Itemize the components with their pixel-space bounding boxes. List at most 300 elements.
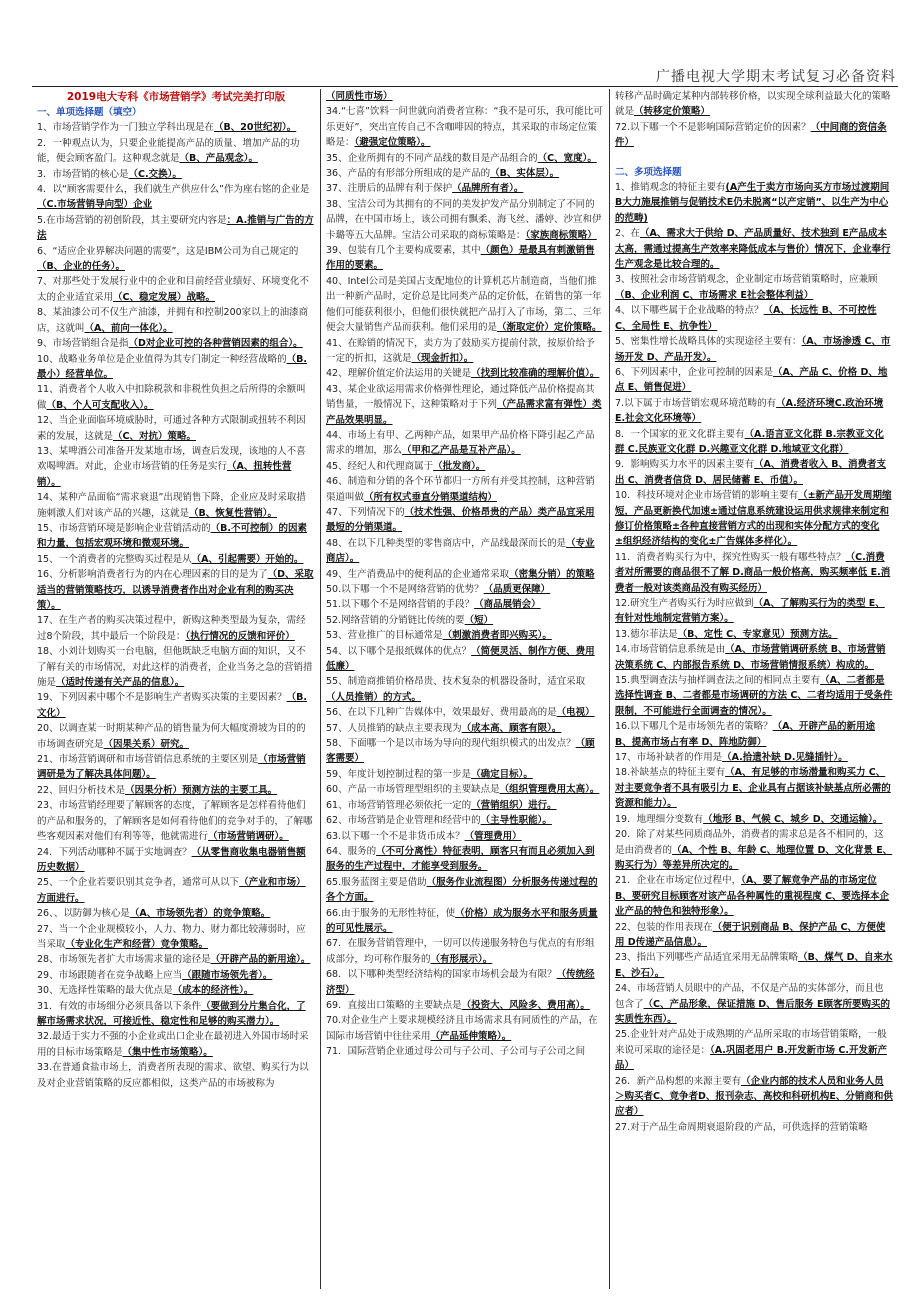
question-text: 6、“适应企业界解决问题的需要”，这是IBM公司为自己规定的 bbox=[37, 245, 299, 257]
answer-text: （要做到分片集合化，了解市场需求状况，可接近性、稳定性和足够的购买潜力）。 bbox=[37, 1000, 306, 1027]
answer-text: （颜色）是最具有刺激销售作用的要素。 bbox=[326, 245, 595, 272]
question-text: 38、宝洁公司为其拥有的不同的美发护发产品分别制定了不同的品牌，在中国市场上，该公司拥有飘柔、海飞丝、潘婷、沙宣和伊卡璐等五大品牌。宝洁公司采取的商标策略是： bbox=[326, 198, 602, 241]
question-text: 22、包装的作用表现在 bbox=[615, 921, 713, 933]
question-text: 转移产品时确定某种内部转移价格，以实现全球利益最大化的策略就是 bbox=[615, 91, 891, 118]
section-heading-single-choice: 一、单项选择题（填空） bbox=[37, 107, 142, 118]
question-item bbox=[37, 906, 315, 921]
answer-text: （A、个性 B、年龄 C、地理位置 D、文化背景 E、购买行为）等差异所决定的。 bbox=[615, 844, 893, 871]
question-text: 25、一个企业若要识别其竞争者，通常可从以下 bbox=[37, 877, 240, 889]
answer-text: （A、需求大于供给 D、产品质量好、技术独到 E产品成本太高，需通过提高生产效率来降低成本与售价）情况下，企业奉行生产观念是比较合理的。 bbox=[615, 228, 891, 271]
answer-text: （市场营销调研是为了解决具体问题）。 bbox=[37, 754, 306, 781]
question-item bbox=[326, 936, 604, 967]
question-text: 30、无选择性策略的最大优点是 bbox=[37, 985, 173, 997]
question-item bbox=[615, 1027, 893, 1073]
question-item bbox=[326, 336, 604, 367]
answer-text: （刺激消费者即兴购买）。 bbox=[442, 630, 552, 642]
question-text: 7.以下属于市场营销宏观环境范畴的有 bbox=[615, 397, 777, 409]
answer-text: （营销组织）进行。 bbox=[471, 799, 557, 811]
question-item bbox=[37, 136, 315, 167]
question-item bbox=[37, 845, 315, 876]
answer-text: （A、市场渗透 C、市场开发 D、产品开发）。 bbox=[615, 336, 891, 363]
question-item bbox=[615, 873, 893, 919]
question-item bbox=[326, 644, 604, 675]
question-item bbox=[37, 521, 315, 552]
answer-text: （开辟产品的新用途）。 bbox=[210, 954, 311, 966]
answer-text: （A、市场营销调研系统 B、市场营销决策系统 C、内部报告系统 D、市场营销情报系统）构成的。 bbox=[615, 644, 886, 671]
question-text: 11、消费者个人收入中扣除税款和非税性负担之后所得的余额叫做 bbox=[37, 384, 306, 411]
question-item bbox=[615, 272, 893, 303]
question-item bbox=[37, 721, 315, 752]
answer-text: （C、宽度）。 bbox=[537, 152, 597, 164]
question-item bbox=[326, 505, 604, 536]
question-item bbox=[326, 767, 604, 782]
answer-text: （从零售商收集电器销售额历史数据） bbox=[37, 846, 306, 873]
question-list bbox=[615, 180, 893, 1135]
question-text: 33.在普通食盐市场上，消费者所表现的需求、欲望、购买行为以及对企业营销策略的反应都相似，这类产品的市场被称为 bbox=[37, 1062, 309, 1089]
question-item bbox=[326, 705, 604, 720]
question-text: 16、分析影响消费者行为的内在心理因素的目的是为了 bbox=[37, 569, 268, 581]
answer-text: （集中性市场策略）。 bbox=[122, 1046, 213, 1058]
question-item bbox=[326, 1013, 604, 1044]
question-item bbox=[326, 813, 604, 828]
question-text: 15、一个消费者的完整购买过程是从 bbox=[37, 553, 192, 565]
answer-text: （渐取定价）定价策略。 bbox=[497, 322, 602, 334]
question-text: 44、市场上有甲、乙两种产品，如果甲产品价格下降引起乙产品需求的增加，那么 bbox=[326, 429, 595, 457]
answer-text: （A、产品 C、价格 D、地点 E、销售促进） bbox=[615, 366, 888, 394]
question-item bbox=[37, 798, 315, 844]
question-item bbox=[37, 167, 315, 182]
answer-text: （C.交换）。 bbox=[128, 168, 182, 180]
question-text: 23、市场营销经理要了解顾客的态度，了解顾客是怎样看待他们的产品和服务的，了解顾客是如何看待他们的竞争对手的，了解哪些客观因素对他们有利等等，他就需进行 bbox=[37, 800, 313, 843]
question-item bbox=[326, 967, 604, 998]
answer-text: （A、了解购买行为的类型 E、有针对性地制定营销方案）。 bbox=[615, 598, 885, 625]
answer-text: （地形 B、气候 C、城乡 D、交通运输）。 bbox=[703, 813, 883, 825]
question-item bbox=[326, 567, 604, 582]
question-item bbox=[326, 844, 604, 875]
question-item bbox=[326, 736, 604, 767]
question-item bbox=[615, 627, 893, 642]
column-2 bbox=[320, 89, 609, 1289]
question-text: 24、市场营销人员眼中的产品，不仅是产品的实体部分，而且也包含了 bbox=[615, 983, 884, 1010]
question-text: 16.以下哪几个是市场领先者的策略？ bbox=[615, 721, 773, 733]
answer-text: （B.最小）经营单位。 bbox=[37, 353, 307, 380]
question-text: 13、某啤酒公司准备开发某地市场，调查后发现，该地的人不喜欢喝啤酒。对此，企业市场营销的任务是实行 bbox=[37, 445, 306, 473]
answer-text: （品质更保障） bbox=[483, 584, 551, 595]
question-text: 67．在服务营销管理中，一切可以传递服务特色与优点的有形组成部分，均可称作服务的 bbox=[326, 938, 595, 965]
answer-text: （避强定位策略）。 bbox=[354, 137, 431, 149]
question-text: 36、产品的有形部分所组成的是产品的 bbox=[326, 168, 491, 180]
answer-text: （价格）成为服务水平和服务质量的可见性展示。 bbox=[326, 907, 598, 934]
answer-text: （品牌所有者）。 bbox=[452, 183, 524, 195]
question-text: 43、某企业欲运用需求价格弹性理论，通过降低产品价格提高其销售量，一般情况下，这种策略对于下列 bbox=[326, 383, 595, 411]
question-item bbox=[326, 998, 604, 1013]
answer-text: （投资大、风险多、费用高）。 bbox=[461, 999, 590, 1011]
question-item bbox=[326, 151, 604, 166]
answer-text: （短） bbox=[464, 614, 494, 626]
answer-text: （A、长远性 B、不可控性 C、全局性 E、抗争性） bbox=[615, 305, 877, 332]
question-item bbox=[615, 981, 893, 1027]
answer-text: （C、对抗）策略。 bbox=[113, 430, 196, 442]
question-list bbox=[615, 89, 893, 151]
answer-text: （A.巩固老用户 B.开发新市场 C.开发新产品） bbox=[615, 1044, 887, 1072]
answer-text: （便于识别商品 B、保护产品 C、方便使用 D传递产品信息）。 bbox=[615, 921, 886, 948]
question-text: 59、年度计划控制过程的第一步是 bbox=[326, 768, 472, 780]
question-text: 26、、以防御为核心是 bbox=[37, 908, 130, 920]
answer-text: （产品延伸策略）。 bbox=[430, 1030, 512, 1042]
question-item bbox=[615, 1074, 893, 1120]
question-item bbox=[615, 550, 893, 596]
question-item bbox=[326, 597, 604, 612]
question-item bbox=[326, 474, 604, 505]
question-text: 61、市场营销管理必须依托一定的 bbox=[326, 799, 472, 811]
answer-text: （B.不可控制）的因素和力量，包括宏观环境和微观环境。 bbox=[37, 522, 307, 550]
question-item bbox=[615, 642, 893, 673]
answer-text: （A、有足够的市场潜量和购买力 C、对主要竞争者不具有吸引力 E、企业具有占据该补缺基点所必需的资源和能力）。 bbox=[615, 767, 891, 810]
question-text: 17、市场补缺者的作用是 bbox=[615, 752, 723, 764]
answer-text: （B、企业的任务）。 bbox=[37, 261, 125, 273]
answer-text: （中间商的资信条件） bbox=[615, 121, 887, 149]
question-item bbox=[326, 875, 604, 906]
answer-text: （A.语言亚文化群 B.宗教亚文化群 C.民族亚文化群 D.兴趣亚文化群 D.地域亚文化群） bbox=[615, 428, 884, 455]
question-item bbox=[37, 752, 315, 783]
question-text: 19、下列因素中哪个不是影响生产者购买决策的主要因素？ bbox=[37, 692, 287, 704]
question-text: 45、经纪人和代理商属于 bbox=[326, 460, 434, 472]
question-text: 65.服务蓝图主要是借助 bbox=[326, 876, 427, 888]
answer-text: （成本高、顾客有限）。 bbox=[461, 722, 562, 734]
question-text: 6、下列因素中，企业可控制的因素是 bbox=[615, 366, 774, 378]
answer-text: （B、产品观念）。 bbox=[179, 153, 259, 165]
answer-text: （主导性职能）。 bbox=[480, 815, 552, 827]
question-text: 13.德尔菲法是 bbox=[615, 628, 678, 640]
question-item bbox=[37, 336, 315, 351]
answer-text: （电视） bbox=[556, 707, 595, 719]
page-header: 广播电视大学期末考试复习必备资料 bbox=[656, 69, 896, 85]
column-3 bbox=[609, 89, 898, 1289]
question-item bbox=[326, 674, 604, 705]
question-text: 55、制造商推销价格昂贵、技术复杂的机器设备时，适宜采取 bbox=[326, 676, 586, 688]
question-text: 19．地理细分变数有 bbox=[615, 813, 704, 825]
question-text: 4、以下哪些属于企业战略的特点？ bbox=[615, 305, 764, 317]
question-item bbox=[615, 488, 893, 550]
question-item bbox=[615, 303, 893, 334]
question-text: 26．新产品构想的来源主要有 bbox=[615, 1075, 742, 1087]
column-1 bbox=[32, 89, 320, 1289]
question-item bbox=[326, 1044, 604, 1059]
question-item bbox=[615, 750, 893, 765]
question-text: 17、在生产者的购买决策过程中，新购这种类型最为复杂，需经过8个阶段，其中最后一个阶段是： bbox=[37, 615, 306, 642]
question-item bbox=[326, 613, 604, 628]
answer-text: （执行情况的反馈和评价） bbox=[185, 630, 295, 642]
question-text: 20．除了对某些同质商品外，消费者的需求总是各不相同的，这是由消费者的 bbox=[615, 829, 884, 856]
question-item bbox=[326, 459, 604, 474]
question-item bbox=[326, 536, 604, 567]
question-item bbox=[326, 721, 604, 736]
question-text: 3、按照社会市场营销观念，企业制定市场营销策略时，应兼顾 bbox=[615, 274, 878, 286]
question-text: 8、某油漆公司不仅生产油漆，并拥有和控制200家以上的油漆商店，这就叫 bbox=[37, 307, 309, 334]
question-item bbox=[37, 922, 315, 953]
question-text: 11．消费者购买行为中，探究性购买一般有哪些特点？ bbox=[615, 551, 846, 563]
question-text: 48、在以下几种类型的零售商店中，产品线最深而长的是 bbox=[326, 537, 567, 549]
question-item bbox=[615, 226, 893, 272]
answer-text: （同质性市场） bbox=[326, 91, 393, 102]
question-text: 51.以下哪个不是网络营销的手段？ bbox=[326, 599, 475, 611]
answer-text: （A、前向一体化）。 bbox=[84, 322, 173, 334]
answer-text: （商品展销会） bbox=[474, 599, 541, 611]
question-list bbox=[326, 89, 604, 1060]
answer-text: （B、个人可支配收入）。 bbox=[46, 399, 154, 411]
question-text: 15、市场营销环境是影响企业营销活动的 bbox=[37, 522, 211, 534]
question-text: 10．科技环境对企业市场营销的影响主要有 bbox=[615, 490, 799, 502]
question-text: 70.对企业生产上要求规模经济且市场需求具有同质性的产品，在国际市场营销中往往采用 bbox=[326, 1015, 598, 1042]
question-list bbox=[37, 120, 315, 1091]
answer-text: （A、开辟产品的新用途 B、提高市场占有率 D、阵地防御） bbox=[615, 721, 875, 748]
question-item bbox=[37, 999, 315, 1030]
question-text: 24．下列活动哪种不属于实地调查？ bbox=[37, 846, 192, 858]
answer-text: （B、煤气 D、自来水 E、沙石）。 bbox=[615, 952, 893, 979]
answer-text: （管理费用） bbox=[464, 830, 522, 842]
question-item bbox=[37, 690, 315, 721]
question-text: 64、服务的 bbox=[326, 845, 377, 857]
question-item bbox=[37, 983, 315, 998]
question-item bbox=[37, 182, 315, 213]
question-text: 1、推销观念的特征主要有 bbox=[615, 182, 726, 194]
answer-text: （因果关系）研究。 bbox=[103, 738, 190, 750]
question-item bbox=[326, 382, 604, 428]
question-text: 58、下面哪一个是以市场为导向的现代组织模式的出发点？ bbox=[326, 738, 576, 750]
question-text: 27.对于产品生命周期衰退阶段的产品，可供选择的营销策略 bbox=[615, 1121, 868, 1133]
question-text: 53、营业推广的目标通常是 bbox=[326, 630, 443, 642]
answer-text: （专业商店）。 bbox=[326, 537, 595, 565]
question-text: 54、以下哪个是报纸媒体的优点？ bbox=[326, 645, 472, 657]
question-text: 28、市场领先者扩大市场需求量的途径是 bbox=[37, 954, 211, 966]
question-text: 2、在 bbox=[615, 228, 641, 240]
answer-text: （顾客需要） bbox=[326, 738, 595, 765]
question-item bbox=[326, 782, 604, 797]
answer-text: （甲和乙产品是互补产品）。 bbox=[402, 445, 521, 457]
answer-text: （B、恢复性营销）。 bbox=[189, 507, 278, 519]
answer-text: （B、实体层）。 bbox=[490, 168, 560, 180]
question-item bbox=[326, 274, 604, 336]
question-item bbox=[37, 552, 315, 567]
question-item bbox=[326, 366, 604, 381]
answer-text: （因果分析）预测方法的主要工具。 bbox=[125, 784, 278, 796]
question-text: 18、小刘计划购买一台电脑，但他既缺乏电脑方面的知识，又不了解有关的市场情况，对此这样的消费者，企业当务之急的营销措施是 bbox=[37, 646, 313, 689]
question-text: 46、制造和分销的各个环节都归一方所有并受其控制，这种营销渠道叫做 bbox=[326, 476, 595, 503]
header-divider bbox=[32, 86, 898, 87]
question-item bbox=[615, 719, 893, 750]
question-item bbox=[37, 274, 315, 305]
answer-text: （现金折扣）。 bbox=[411, 352, 474, 364]
question-item bbox=[37, 968, 315, 983]
question-item bbox=[615, 365, 893, 396]
answer-text: （C.消费者对所需要的商品很不了解 D.商品一般价格高，购买频率低 E.消费者一般对该类商品没有购买经历） bbox=[615, 551, 891, 594]
answer-text: （B、20世纪初）。 bbox=[214, 122, 297, 134]
question-text: 72.以下哪一个不是影响国际营销定价的因素？ bbox=[615, 121, 811, 133]
question-item bbox=[326, 906, 604, 937]
question-item bbox=[615, 427, 893, 458]
question-item bbox=[37, 1060, 315, 1091]
answer-text: （密集分销）的策略 bbox=[509, 568, 595, 580]
answer-text: （确定目标）。 bbox=[471, 768, 533, 780]
answer-text: （有形展示）。 bbox=[430, 953, 493, 965]
question-text: 68．以下哪种类型经济结构的国家市场机会最为有限？ bbox=[326, 969, 557, 981]
question-text: 14、某种产品面临“需求衰退”出现销售下降，企业应及时采取措施刺激人们对该产品的兴趣，这就是 bbox=[37, 492, 306, 519]
question-text: 2．一种观点认为，只要企业能提高产品的质量、增加产品的功能，便会顾客盈门。这种观念就是 bbox=[37, 137, 300, 165]
question-item bbox=[37, 490, 315, 521]
question-item bbox=[615, 120, 893, 151]
answer-text: （简便灵活、制作方便、费用低廉） bbox=[326, 645, 595, 673]
answer-text: （找到比较准确的理解价值）。 bbox=[471, 368, 600, 380]
question-text: 1、市场营销学作为一门独立学科出现是在 bbox=[37, 122, 215, 134]
question-text: 5、密集性增长战略具体的实现途径主要有： bbox=[615, 336, 802, 348]
answer-text: （成本的经济性）。 bbox=[172, 985, 254, 997]
question-text: 29、市场跟随者在竞争战略上应当 bbox=[37, 969, 183, 981]
question-item bbox=[615, 1120, 893, 1135]
question-item bbox=[37, 952, 315, 967]
question-text: 4．以“顾客需要什么，我们就生产供应什么”作为座右铭的企业是 bbox=[37, 184, 310, 196]
answer-text: （组织管理费用太高）。 bbox=[499, 784, 600, 796]
question-item bbox=[615, 89, 893, 120]
question-item bbox=[37, 875, 315, 906]
question-text: 60、产品一市场管理型组织的主要缺点是 bbox=[326, 784, 500, 796]
question-text: 39、包装有几个主要构成要素，其中 bbox=[326, 245, 481, 257]
question-text: 8．一个国家的亚文化群主要有 bbox=[615, 428, 745, 440]
question-text: 47、下列情况下的 bbox=[326, 506, 405, 518]
question-item bbox=[615, 396, 893, 427]
answer-text: （C、稳定发展）战略。 bbox=[113, 291, 215, 303]
answer-text: （B、企业利润 C、市场需求 E社会整体利益） bbox=[615, 289, 814, 301]
answer-text: （A、扭转性营销）。 bbox=[37, 461, 292, 488]
document-title: 2019电大专科《市场营销学》考试完美打印版 bbox=[66, 91, 286, 103]
question-text: 7、对那些处于发展行业中的企业和目前经营业绩好、环境变化不太的企业适宜采用 bbox=[37, 276, 310, 303]
question-item bbox=[615, 765, 893, 811]
section-heading-multi-choice: 二、多项选择题 bbox=[615, 166, 682, 178]
question-text: 69．直接出口策略的主要缺点是 bbox=[326, 999, 462, 1011]
question-item bbox=[326, 104, 604, 150]
answer-text: （B.文化） bbox=[37, 692, 307, 719]
question-item bbox=[37, 382, 315, 413]
answer-text: （服务作业流程图）分析服务传递过程的各个方面。 bbox=[326, 876, 598, 904]
answer-text: （±新产品开发周期缩短，产品更新换代加速±通过信息系统建设运用供求规律来制定和修订价格策略±各种直接营销方式的出现和实体分配方式的变化±组织经济结构的变化±广告媒体多样化）。 bbox=[615, 490, 892, 548]
question-item bbox=[326, 181, 604, 196]
question-item bbox=[37, 613, 315, 644]
question-text: 18.补缺基点的特征主要有 bbox=[615, 767, 726, 779]
question-text: 27、当一个企业规模较小，人力、物力、财力都比较薄弱时，应当采取 bbox=[37, 923, 306, 950]
answer-text: （产业和市场）方面进行。 bbox=[37, 877, 306, 904]
question-text: 63.以下哪一个不是非货币成本？ bbox=[326, 830, 465, 842]
question-text: 14.市场营销信息系统是由 bbox=[615, 644, 726, 656]
answer-text: （技术性强、价格昂贵的产品）类产品宜采用最短的分销渠道。 bbox=[326, 506, 595, 534]
question-item bbox=[326, 197, 604, 243]
answer-text: （A.经济环境C.政治环境E.社会文化环境等） bbox=[615, 397, 884, 425]
question-text: 3．市场营销的核心是 bbox=[37, 168, 129, 180]
answer-text: （C.市场营销导向型）企业 bbox=[37, 199, 153, 211]
answer-text: （A、二者都是选择性调查 B、二者都是市场调研的方法 C、二者均适用于受条件限制，不可能进行全面调查的情况）。 bbox=[615, 675, 893, 717]
question-item bbox=[326, 829, 604, 844]
question-text: 12.研究生产者购买行为时应做到 bbox=[615, 598, 754, 609]
question-item bbox=[326, 582, 604, 597]
answer-text: （A、引起需要）开始的。 bbox=[191, 553, 304, 565]
question-text: 50.以下哪一个不是网络营销的优势？ bbox=[326, 584, 484, 595]
question-text: 56、在以下几种广告媒体中，效果最好、费用最高的是 bbox=[326, 707, 557, 719]
question-text: 5.在市场营销的初创阶段，其主要研究内容是 bbox=[37, 214, 227, 226]
question-text: 35、企业所拥有的不同产品线的数目是产品组合的 bbox=[326, 152, 538, 164]
answer-text: （B、定性 C、专家意见）预测方法。 bbox=[677, 628, 838, 640]
answer-text: （企业内部的技术人员和业务人员＞购买者C、竞争者D、报刊杂志、高校和科研机构E、分销商和供应者） bbox=[615, 1075, 893, 1118]
question-text: 41、在赊销的情况下，卖方为了鼓励买方提前付款，按原价给予一定的折扣，这就是 bbox=[326, 337, 595, 364]
question-item bbox=[37, 213, 315, 244]
answer-text: ：A.推销与广告的方法 bbox=[37, 214, 314, 242]
question-item bbox=[37, 644, 315, 690]
question-item bbox=[37, 305, 315, 336]
question-text: 10、战略业务单位是企业值得为其专门制定一种经营战略的 bbox=[37, 353, 287, 365]
question-item bbox=[37, 444, 315, 490]
question-text: 66.由于服务的无形性特征，使 bbox=[326, 907, 456, 919]
answer-text: （A.拾遗补缺 D.见缝插针）。 bbox=[722, 752, 848, 764]
question-text: 20、以调查某一时期某种产品的销售量为何大幅度滑坡为目的的市场调查研究是 bbox=[37, 723, 306, 750]
question-item bbox=[615, 950, 893, 981]
question-text: 21．企业在市场定位过程中， bbox=[615, 875, 742, 887]
answer-text: （所有权式垂直分销渠道结构） bbox=[364, 491, 498, 503]
question-text: 22、回归分析技术是 bbox=[37, 784, 126, 796]
question-text: 12、当企业面临环境威胁时，可通过各种方式限制或扭转不利因素的发展，这就是 bbox=[37, 415, 306, 442]
question-item bbox=[326, 628, 604, 643]
question-item bbox=[615, 827, 893, 873]
question-item bbox=[37, 1029, 315, 1060]
question-item bbox=[37, 120, 315, 135]
answer-text: （A、要了解竞争产品的市场定位 B、要研究目标顾客对该产品各种属性的重视程度 C、要选择本企业产品的特色和独特形象）。 bbox=[615, 875, 890, 918]
question-text: 71．国际营销企业通过母公司与子公司、子公司与子公司之间 bbox=[326, 1046, 586, 1058]
answer-text: （人员推销）的方式。 bbox=[326, 691, 422, 703]
question-item bbox=[615, 596, 893, 627]
question-item bbox=[615, 812, 893, 827]
question-item bbox=[37, 352, 315, 383]
question-text: 52.网络营销的分销链比传统的要 bbox=[326, 614, 465, 626]
answer-text: （A、消费者收入 B、消费者支出 C、消费者信贷 D、居民储蓄 E、币值）。 bbox=[615, 459, 886, 486]
question-item bbox=[615, 457, 893, 488]
question-text: 9．影响购买力水平的因素主要有 bbox=[615, 459, 755, 471]
answer-text: （A、市场领先者）的竞争策略。 bbox=[129, 908, 271, 920]
question-text: 49、生产消费品中的便利品的企业通常采取 bbox=[326, 568, 510, 580]
question-item bbox=[615, 334, 893, 365]
question-text: 37、注册后的品牌有利于保护 bbox=[326, 183, 453, 195]
question-text: 42、理解价值定价法运用的关键是 bbox=[326, 368, 472, 380]
question-text: 31．有效的市场细分必须具备以下条件 bbox=[37, 1000, 202, 1012]
answer-text: （不可分离性）特征表明，顾客只有而且必须加入到服务的生产过程中，才能享受到服务。 bbox=[326, 845, 595, 873]
answer-text: （跟随市场领先者）。 bbox=[182, 969, 273, 981]
answer-text: （适时传递有关产品的信息）。 bbox=[56, 677, 185, 689]
question-text: 32.最适于实力不强的小企业或出口企业在最初进入外国市场时采用的目标市场策略是 bbox=[37, 1031, 309, 1058]
answer-text: （产品需求富有弹性）类产品效果明显。 bbox=[326, 399, 602, 426]
answer-text: （C、产品形象，保证措施 D、售后服务 E顾客所要购买的实质性东西）。 bbox=[615, 998, 890, 1025]
answer-text: （传统经济型） bbox=[326, 969, 595, 996]
question-item bbox=[37, 244, 315, 275]
answer-text: （家族商标策略） bbox=[525, 229, 597, 241]
question-text: 57、人员推销的缺点主要表现为 bbox=[326, 722, 462, 734]
answer-text: （专业化生产和经营）竞争策略。 bbox=[65, 938, 209, 950]
question-item bbox=[37, 567, 315, 613]
answer-text: （D、采取适当的营销策略技巧，以诱导消费者作出对企业有利的购买决策）。 bbox=[37, 569, 314, 611]
question-item bbox=[326, 428, 604, 459]
question-text: 62、市场营销是企业管理和经营中的 bbox=[326, 815, 481, 827]
content-columns bbox=[32, 89, 898, 1289]
question-item bbox=[37, 783, 315, 798]
answer-text: （转移定价策略） bbox=[634, 106, 711, 118]
question-item bbox=[37, 413, 315, 444]
question-text: 9、市场营销组合是指 bbox=[37, 338, 129, 350]
answer-text: （市场营销调研）。 bbox=[208, 831, 289, 843]
answer-text: （D对企业可控的各种营销因素的组合）。 bbox=[128, 338, 303, 350]
